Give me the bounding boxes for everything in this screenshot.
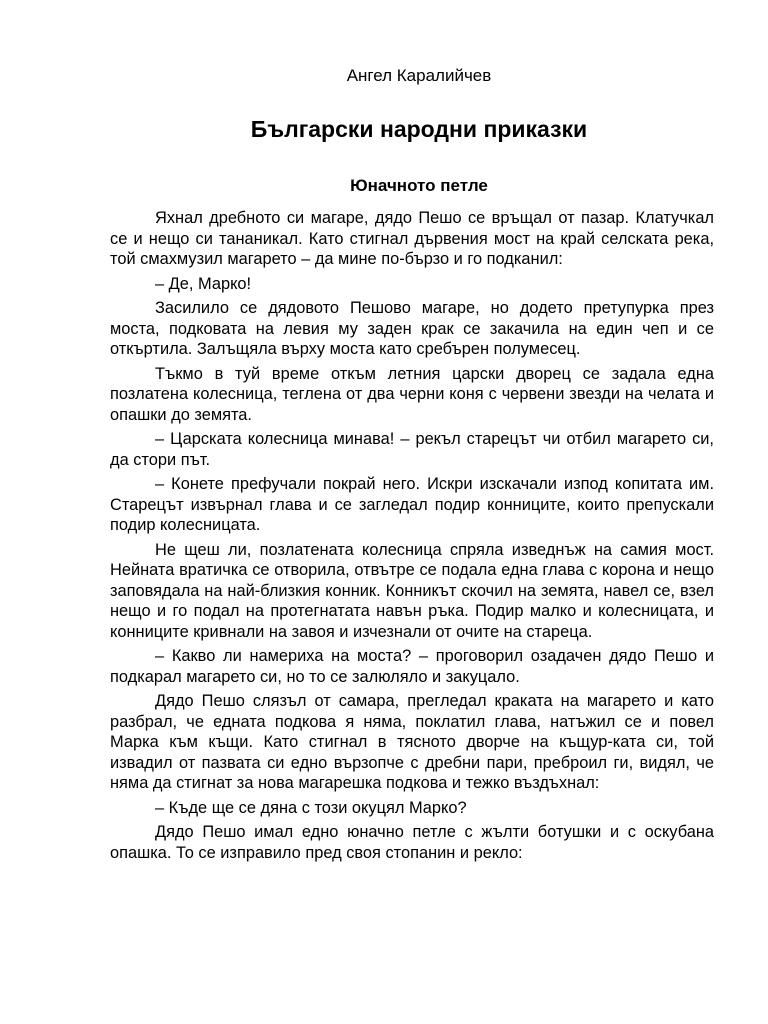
paragraph: – Царската колесница минава! – рекъл старецът чи отбил магарето си, да стори път. <box>110 430 714 469</box>
paragraph: – Конете префучали покрай него. Искри изскачали изпод копитата им. Старецът извърнал глава и се загледал подир конниците, които препускали подир колесницата. <box>110 475 714 534</box>
paragraph: – Де, Марко! <box>155 274 252 293</box>
paragraph: Засилило се дядовото Пешово магаре, но додето претупурка през моста, подковата на левия му заден крак се закачила на един чеп и се откъртила. Залъщяла върху моста като сребърен полумесец. <box>110 299 714 358</box>
paragraph: Тъкмо в туй време откъм летния царски дворец се задала една позлатена колесница, теглена от два черни коня с червени звезди на челата и опашки до земята. <box>110 364 714 424</box>
paragraph: – Къде ще се дяна с този окуцял Марко? <box>155 798 467 817</box>
paragraph: Дядо Пешо слязъл от самара, прегледал краката на магарето и като разбрал, че едната подкова я няма, поклатил глава, натъжил се и повел Марка към къщи. Като стигнал в тясното дворче на къщур-ката си, той извадил от пазвата си едно вързопче с дребни пари, преброил ги, видял, че няма да стигнат за нова магарешка подкова и тежко въздъхнал: <box>110 692 714 792</box>
story-title: Юначното петле <box>350 176 488 195</box>
author-name: Ангел Каралийчев <box>346 66 492 85</box>
paragraph: – Какво ли намериха на моста? – проговорил озадачен дядо Пешо и подкарал магарето си, но то се залюляло и закуцало. <box>110 647 714 686</box>
paragraph: Яхнал дребното си магаре, дядо Пешо се връщал от пазар. Клатучкал се и нещо си тананикал. Като стигнал дървения мост на край селската река, той смахмузил магарето – да мине по-бързо и го подканил: <box>110 209 714 268</box>
document-page <box>110 64 714 867</box>
paragraph: Дядо Пешо имал едно юначно петле с жълти ботушки и с оскубана опашка. То се изправило пред своя стопанин и рекло: <box>110 823 714 862</box>
story-body <box>110 208 714 863</box>
paragraph: Не щеш ли, позлатената колесница спряла изведнъж на самия мост. Нейната вратичка се отворила, отвътре се подала една глава с корона и нещо заповядала на най-близкия конник. Конникът скочил на земята, навел се, взел нещо и го подал на протегнатата навън ръка. Подир малко и колесницата, и конниците кривнали на завоя и изчезнали от очите на стареца. <box>110 540 714 641</box>
book-title: Български народни приказки <box>250 116 588 142</box>
